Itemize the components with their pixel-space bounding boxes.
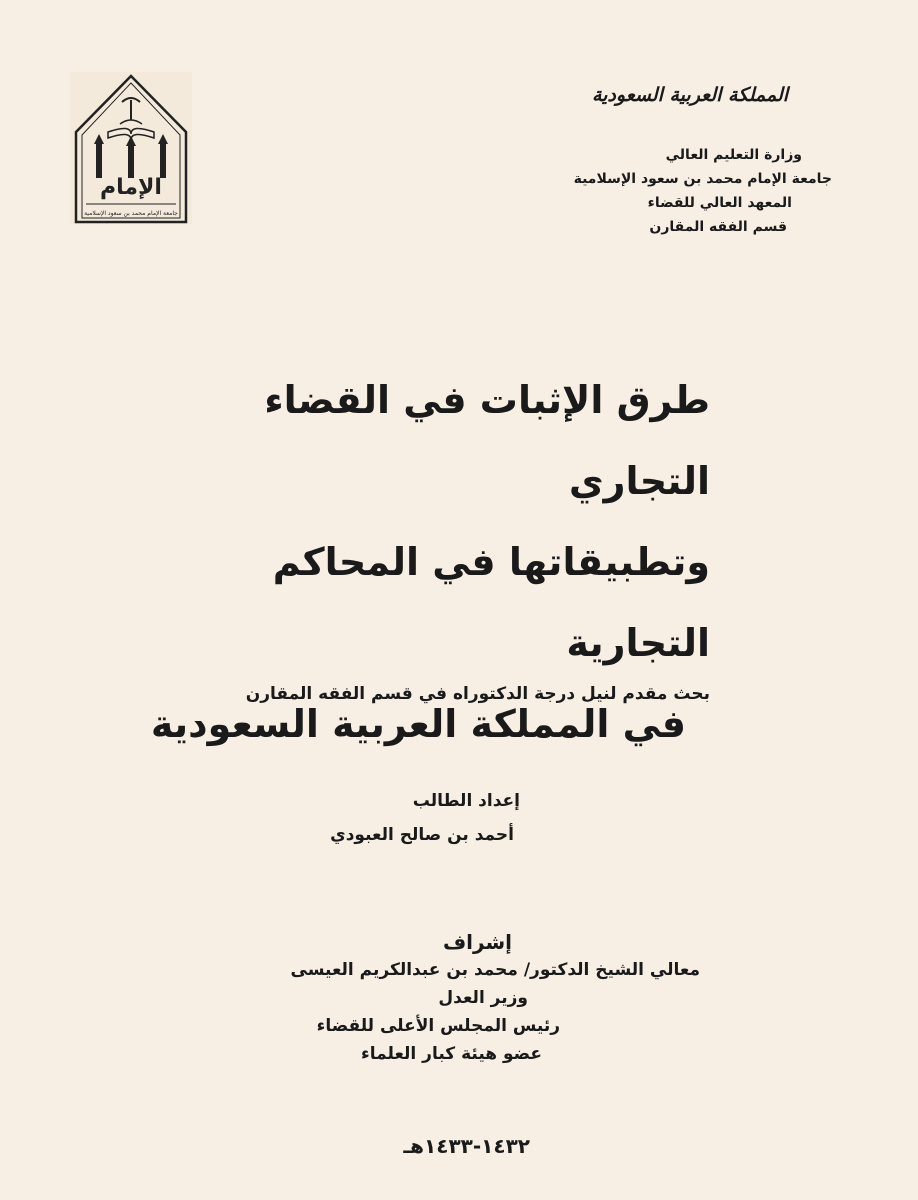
- supervisor-title-2: رئيس المجلس الأعلى للقضاء: [316, 1016, 560, 1036]
- institute-line: المعهد العالي للقضاء: [647, 195, 792, 211]
- thesis-title: [150, 360, 710, 765]
- logo-caption: جامعة الإمام محمد بن سعود الإسلامية: [84, 210, 178, 217]
- header: [500, 84, 840, 106]
- student-label: إعداد الطالب: [412, 791, 520, 811]
- student-name: أحمد بن صالح العبودي: [330, 825, 514, 845]
- kingdom-title: المملكة العربية السعودية: [591, 84, 789, 106]
- hijri-year: ١٤٣٢-١٤٣٣هـ: [403, 1134, 530, 1158]
- title-line-3: في المملكة العربية السعودية: [150, 702, 686, 746]
- title-line-2: وتطبيقاتها في المحاكم التجارية: [272, 540, 710, 665]
- ministry-line: وزارة التعليم العالي: [665, 147, 802, 163]
- supervision-block: [150, 928, 700, 1068]
- supervisor-title-1: وزير العدل: [438, 988, 528, 1008]
- supervision-label: إشراف: [442, 930, 512, 954]
- student-block: [200, 784, 520, 852]
- supervisor-name: معالي الشيخ الدكتور/ محمد بن عبدالكريم العيسى: [290, 960, 700, 980]
- university-logo: [70, 72, 192, 224]
- institution-block: [532, 143, 832, 239]
- logo-word: الإمام: [100, 175, 162, 200]
- university-line: جامعة الإمام محمد بن سعود الإسلامية: [573, 171, 832, 187]
- department-line: قسم الفقه المقارن: [649, 219, 787, 235]
- title-line-1: طرق الإثبات في القضاء التجاري: [264, 378, 710, 503]
- supervisor-title-3: عضو هيئة كبار العلماء: [361, 1044, 542, 1064]
- thesis-subtitle: بحث مقدم لنيل درجة الدكتوراه في قسم الفقه المقارن: [245, 684, 710, 704]
